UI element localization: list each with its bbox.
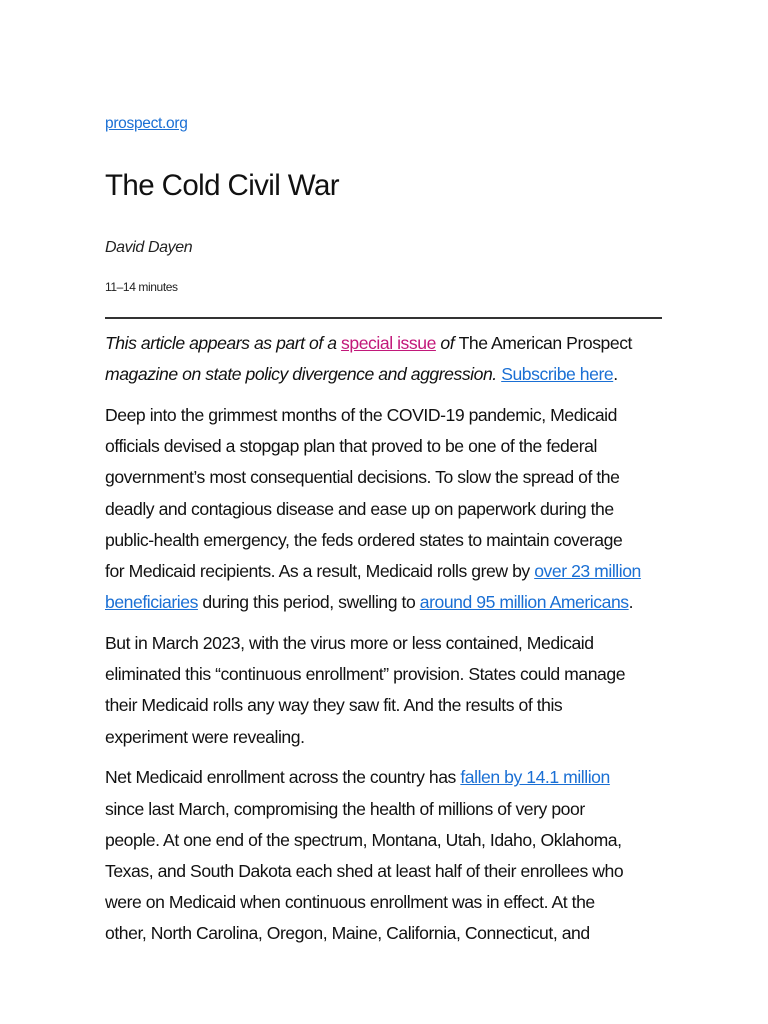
- divider: [105, 317, 662, 319]
- text-line: their Medicaid rolls any way they saw fit. And the results of this: [105, 695, 563, 716]
- text-line: government’s most consequential decisions. To slow the spread of the: [105, 467, 620, 488]
- fallen-by-14-million-link[interactable]: fallen by 14.1 million: [460, 767, 610, 788]
- publication-name: The American Prospect: [458, 333, 632, 353]
- article-author: David Dayen: [105, 239, 193, 256]
- text-line: deadly and contagious disease and ease up on paperwork during the: [105, 498, 614, 519]
- text-line: Texas, and South Dakota each shed at least half of their enrollees who: [105, 861, 624, 882]
- paragraph-2: [105, 628, 665, 753]
- text-line: were on Medicaid when continuous enrollment was in effect. At the: [105, 892, 595, 913]
- text-line: experiment were revealing.: [105, 726, 305, 747]
- subscribe-link[interactable]: Subscribe here: [501, 364, 614, 385]
- read-time: 11–14 minutes: [105, 280, 178, 294]
- text-line: But in March 2023, with the virus more or less contained, Medicaid: [105, 633, 594, 654]
- text-line: Net Medicaid enrollment across the country has: [105, 767, 461, 788]
- text-line: public-health emergency, the feds ordered states to maintain coverage: [105, 529, 623, 550]
- paragraph-3: [105, 762, 665, 949]
- article-title: The Cold Civil War: [105, 169, 339, 202]
- over-23-million-link[interactable]: over 23 million: [534, 561, 641, 582]
- text-line: Deep into the grimmest months of the COVID-19 pandemic, Medicaid: [105, 405, 617, 425]
- text-line: people. At one end of the spectrum, Montana, Utah, Idaho, Oklahoma,: [105, 829, 622, 850]
- text-line: since last March, compromising the health of millions of very poor: [105, 798, 585, 819]
- text-line: for Medicaid recipients. As a result, Medicaid rolls grew by: [105, 561, 535, 582]
- text-line: during this period, swelling to: [197, 592, 420, 613]
- source-link[interactable]: prospect.org: [105, 115, 188, 132]
- intro-text: magazine on state policy divergence and aggression.: [105, 364, 502, 385]
- special-issue-link[interactable]: special issue: [341, 333, 436, 353]
- beneficiaries-link[interactable]: beneficiaries: [105, 592, 198, 613]
- intro-text: of: [435, 333, 459, 353]
- text-line: eliminated this “continuous enrollment” provision. States could manage: [105, 664, 626, 685]
- intro-text: This article appears as part of a: [105, 333, 342, 353]
- around-95-million-link[interactable]: around 95 million Americans: [419, 592, 629, 613]
- intro-paragraph: This article appears as part of a special issue of The American Prospect magazine on state policy divergence and aggression. Subscribe here.: [105, 333, 632, 385]
- paragraph-1: Deep into the grimmest months of the COVID-19 pandemic, Medicaid officials devised a stopgap plan that proved to be one of the federal government’s most consequential decisions. To slow the spread of the deadly and contagious disease and ease up on paperwork during the public-health emergency, the feds ordered states to maintain coverage for Medicaid recipients. As a result, Medicaid rolls grew by over 23 million beneficiaries during this period, swelling to around 95 million Americans.: [105, 405, 641, 613]
- article-body: [105, 328, 665, 959]
- text-line: other, North Carolina, Oregon, Maine, California, Connecticut, and: [105, 923, 590, 944]
- text-line: officials devised a stopgap plan that proved to be one of the federal: [105, 436, 597, 457]
